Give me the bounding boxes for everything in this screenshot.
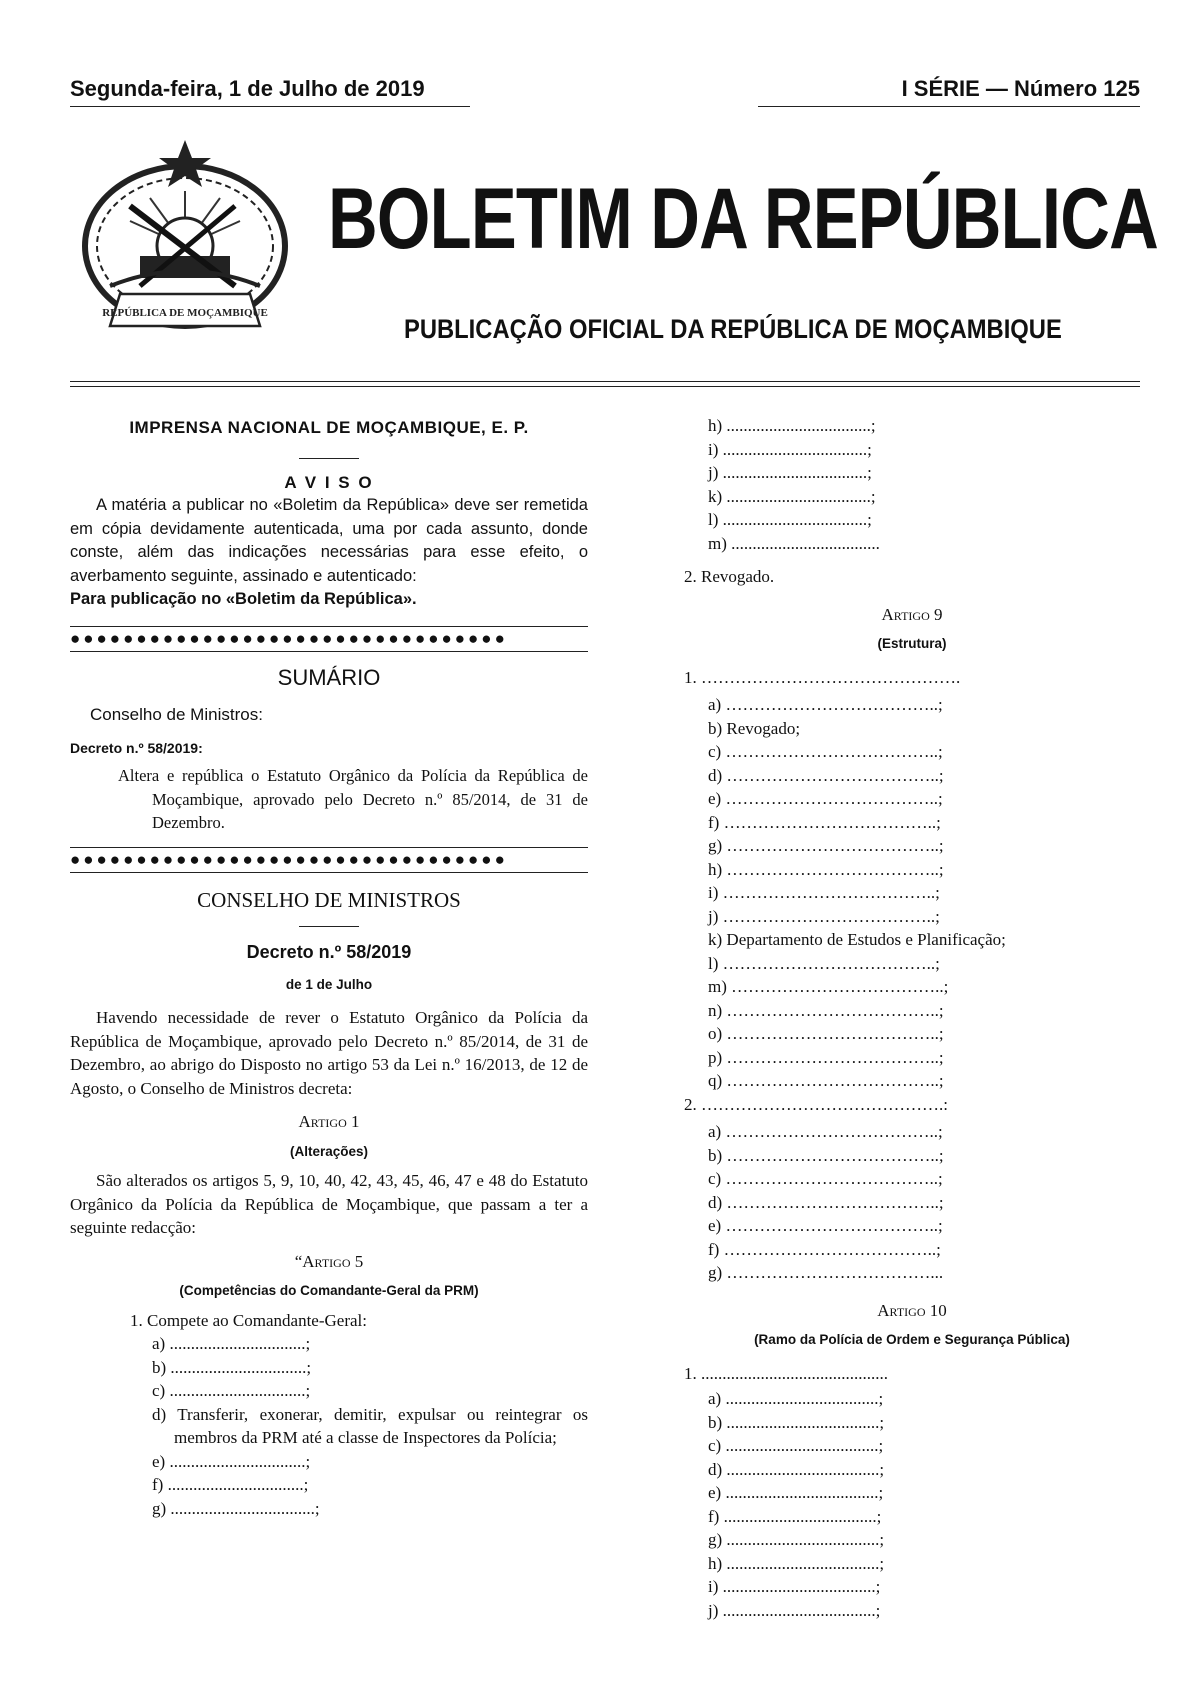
dots-separator: ●●●●●●●●●●●●●●●●●●●●●●●●●●●●●●●●● xyxy=(70,626,588,652)
list-item: p) ………………………………..; xyxy=(708,1047,944,1067)
list-item: c) ................................; xyxy=(152,1381,311,1400)
list-item: f) ………………………………..; xyxy=(708,1239,941,1259)
list-item: h) ………………………………..; xyxy=(708,859,944,879)
list-item: i) ....................................; xyxy=(708,1577,881,1596)
emblem-text: REPÚBLICA DE MOÇAMBIQUE xyxy=(102,307,268,319)
list-item: g) ………………………………... xyxy=(708,1263,944,1282)
list-item: e) ………………………………..; xyxy=(708,789,943,808)
article-9-para: 1. ………………………………………. xyxy=(684,667,961,687)
revogado-para: 2. Revogado. xyxy=(684,567,775,586)
article-10-heading: (Ramo da Polícia de Ordem e Segurança Pública) xyxy=(754,1332,1070,1347)
article-1-title: Artigo 1 xyxy=(298,1112,360,1131)
list-item: d) ....................................; xyxy=(708,1459,885,1479)
list-item: k) Departamento de Estudos e Planificação; xyxy=(708,930,1006,949)
list-item: f) ………………………………..; xyxy=(708,812,941,832)
list-item: h) ..................................; xyxy=(708,416,876,435)
issue-date: Segunda-feira, 1 de Julho de 2019 xyxy=(70,76,470,107)
series-number: I SÉRIE — Número 125 xyxy=(758,76,1140,107)
coat-of-arms-icon xyxy=(70,136,300,346)
article-5-para: 1. Compete ao Comandante-Geral: xyxy=(130,1310,367,1330)
council-title: CONSELHO DE MINISTROS xyxy=(197,887,461,912)
divider xyxy=(299,926,359,927)
list-item: g) ....................................; xyxy=(708,1530,885,1549)
article-9-para: 2. …………………………………….: xyxy=(684,1094,948,1114)
article-10-title: Artigo 10 xyxy=(877,1300,947,1320)
list-item: g) ..................................; xyxy=(152,1498,320,1518)
list-item: b) ................................; xyxy=(152,1357,312,1377)
list-item: a) ................................; xyxy=(152,1334,311,1353)
article-5-title: “Artigo 5 xyxy=(294,1251,364,1271)
list-item: o) ………………………………..; xyxy=(708,1024,944,1043)
sumario-desc: Altera e república o Estatuto Orgânico da Polícia da República de Moçambique, aprovado pelo Decreto n.º 85/2014, de 31 de Dezembro. xyxy=(118,766,588,832)
decree-title: Decreto n.º 58/2019 xyxy=(246,942,412,962)
list-item: m) ................................... xyxy=(708,533,880,553)
list-item: j) ..................................; xyxy=(708,463,872,482)
list-item: a) ………………………………..; xyxy=(708,1122,943,1141)
list-item: b) Revogado; xyxy=(708,718,801,738)
list-item: m) ………………………………..; xyxy=(708,977,949,996)
list-item: c) ………………………………..; xyxy=(708,1169,943,1188)
divider xyxy=(299,458,359,459)
sumario-title: SUMÁRIO xyxy=(277,664,381,690)
aviso-body: A matéria a publicar no «Boletim da República» deve ser remetida em cópia devidamente autenticada, uma por cada assunto, donde conste, além das indicações necessárias para esse efeito, o averbamento seguinte, assinado e autenticado: xyxy=(70,496,588,585)
list-item: b) ………………………………..; xyxy=(708,1145,944,1165)
list-item: k) ..................................; xyxy=(708,486,876,506)
list-item: i) ………………………………..; xyxy=(708,883,940,902)
decree-date: de 1 de Julho xyxy=(285,976,373,992)
dots-separator: ●●●●●●●●●●●●●●●●●●●●●●●●●●●●●●●●● xyxy=(70,847,588,873)
list-item: n) ………………………………..; xyxy=(708,1000,944,1020)
list-item: l) ..................................; xyxy=(708,510,872,529)
list-item: h) ....................................; xyxy=(708,1553,885,1573)
list-item: f) ................................; xyxy=(152,1475,309,1494)
preamble: Havendo necessidade de rever o Estatuto Orgânico da Polícia da República de Moçambique, aprovado pelo Decreto n.º 85/2014, de 31 de Dezembro, ao abrigo do Disposto no artigo 53 da Lei n.º 16/2013, de 12 de Agosto, o Conselho de Ministros decreta: xyxy=(70,1008,588,1098)
list-item: a) ………………………………..; xyxy=(708,695,943,714)
publication-subtitle: PUBLICAÇÃO OFICIAL DA REPÚBLICA DE MOÇAMBIQUE xyxy=(404,314,1062,344)
list-item: d) ………………………………..; xyxy=(708,1192,944,1212)
article-1-heading: (Alterações) xyxy=(289,1143,369,1159)
aviso-bold: Para publicação no «Boletim da República». xyxy=(70,590,417,608)
list-item: f) ....................................; xyxy=(708,1506,882,1526)
list-item: i) ..................................; xyxy=(708,439,872,459)
list-item: q) ………………………………..; xyxy=(708,1071,944,1090)
list-item: a) ....................................; xyxy=(708,1389,884,1408)
press-name: IMPRENSA NACIONAL DE MOÇAMBIQUE, E. P. xyxy=(129,418,529,437)
list-item: d) Transferir, exonerar, demitir, expulsar ou reintegrar os membros da PRM até a classe de Inspectores da Polícia; xyxy=(152,1404,588,1447)
sumario-decree: Decreto n.º 58/2019: xyxy=(70,739,203,756)
list-item: b) ....................................; xyxy=(708,1412,885,1432)
list-item: j) ………………………………..; xyxy=(708,906,940,926)
list-item: c) ………………………………..; xyxy=(708,742,943,761)
list-item: e) ………………………………..; xyxy=(708,1216,943,1235)
list-item: e) ................................; xyxy=(152,1451,311,1471)
article-5-heading: (Competências do Comandante-Geral da PRM) xyxy=(179,1283,479,1298)
list-item: l) ………………………………..; xyxy=(708,953,940,973)
aviso-title: A V I S O xyxy=(284,472,374,492)
right-column xyxy=(684,414,1140,1622)
header-rule xyxy=(70,381,1140,382)
sumario-body: Conselho de Ministros: xyxy=(90,705,263,724)
list-item: c) ....................................; xyxy=(708,1436,884,1455)
article-1-body: São alterados os artigos 5, 9, 10, 40, 42, 43, 45, 46, 47 e 48 do Estatuto Orgânico da Polícia da República de Moçambique, que passam a ter a seguinte redacção: xyxy=(70,1171,588,1237)
left-column xyxy=(70,408,588,1520)
publication-title: BOLETIM DA REPÚBLICA xyxy=(328,171,1158,267)
list-item: d) ………………………………..; xyxy=(708,765,944,785)
article-10-para: 1. ............................................ xyxy=(684,1363,888,1383)
article-9-title: Artigo 9 xyxy=(881,604,943,624)
list-item: e) ....................................; xyxy=(708,1483,884,1502)
list-item: j) ....................................; xyxy=(708,1600,881,1620)
article-9-heading: (Estrutura) xyxy=(877,636,947,651)
header-rule xyxy=(70,386,1140,387)
list-item: g) ………………………………..; xyxy=(708,836,944,855)
